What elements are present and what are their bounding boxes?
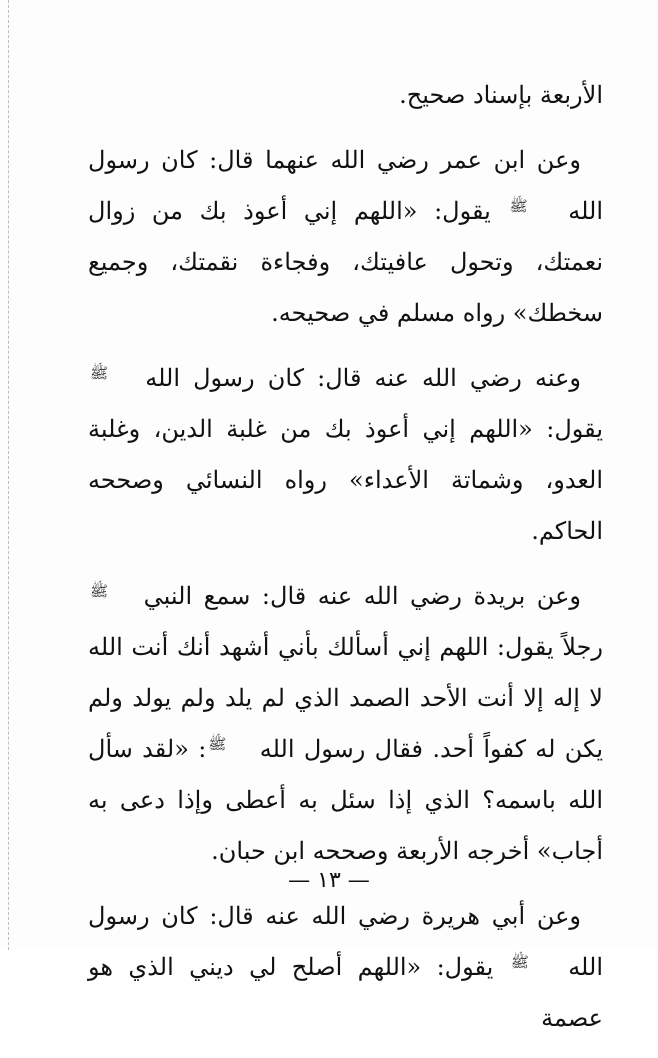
salawat-seal-icon: ﷺ [510,952,529,971]
salawat-seal-icon: ﷺ [509,196,528,215]
paragraph-text: يقول: «اللهم إني أعوذ بك من زوال نعمتك، وتحول عافيتك، وفجاءة نقمتك، وجميع سخطك» رواه مسلم في صحيحه. [88,197,603,327]
salawat-seal-icon: ﷺ [208,734,227,753]
paragraph-text: وعن بريدة رضي الله عنه قال: سمع النبي [143,582,581,610]
paragraph-text: وعنه رضي الله عنه قال: كان رسول الله [145,364,581,392]
salawat-seal-icon: ﷺ [90,581,109,600]
paragraph-text: يقول: «اللهم إني أعوذ بك من غلبة الدين، وغلبة العدو، وشماتة الأعداء» رواه النسائي وصححه الحاكم. [88,415,603,545]
paragraph-text: : «لقد سأل الله باسمه؟ الذي إذا سئل به أعطى وإذا دعى به أجاب» أخرجه الأربعة وصححه ابن حبان. [88,735,603,865]
paragraph-text: رجلاً يقول: اللهم إني أسألك بأني أشهد أنك أنت الله لا إله إلا أنت الأحد الصمد الذي لم يلد ولم يولد ولم يكن له كفواً أحد. فقال رسول الله [88,633,603,763]
body-text [88,70,603,1058]
paragraph-text: وعن أبي هريرة رضي الله عنه قال: كان رسول الله [88,902,603,981]
paragraph-buraydah [88,571,603,877]
opening-line-text: الأربعة بإسناد صحيح. [399,81,603,109]
opening-line [88,70,603,121]
page-edge-line [8,0,9,950]
salawat-seal-icon: ﷺ [90,363,109,382]
paragraph-abu-hurairah [88,891,603,1044]
paragraph-wa-anhu [88,353,603,557]
paragraph-ibn-umar [88,135,603,339]
page-number: — ١٣ — [288,868,370,893]
paragraph-text: يقول: «اللهم أصلح لي ديني الذي هو عصمة [88,953,603,1032]
paragraph-text: وعن ابن عمر رضي الله عنهما قال: كان رسول الله [88,146,603,225]
